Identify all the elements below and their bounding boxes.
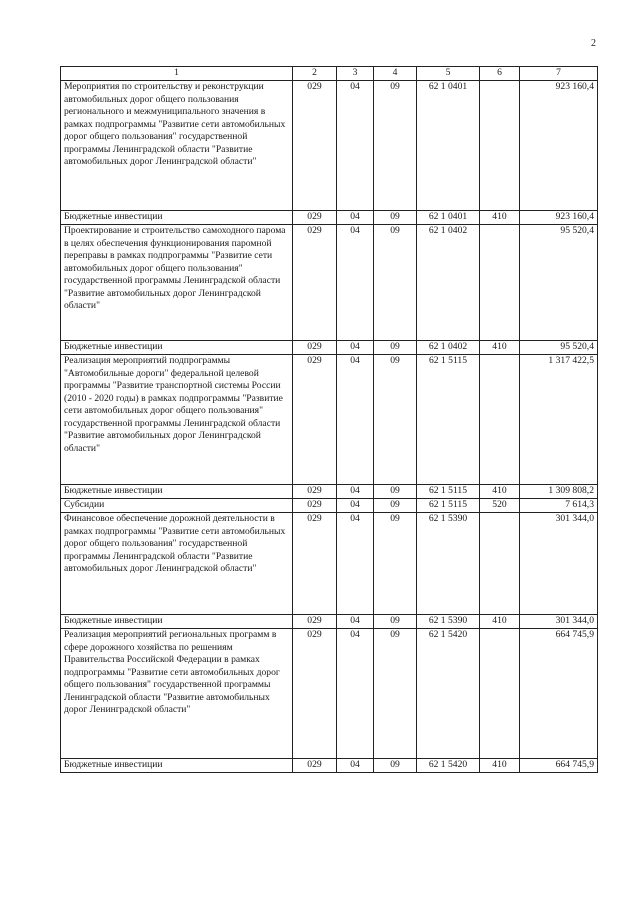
header-row <box>61 67 598 81</box>
cell-section-code: 04 <box>337 341 374 355</box>
cell-target-article-code: 62 1 5390 <box>417 615 480 629</box>
cell-section-code: 04 <box>337 513 374 615</box>
cell-expense-type-code <box>480 629 520 759</box>
cell-department-code: 029 <box>293 759 337 773</box>
cell-department-code: 029 <box>293 341 337 355</box>
cell-description: Бюджетные инвестиции <box>61 341 293 355</box>
cell-expense-type-code <box>480 355 520 485</box>
cell-section-code: 04 <box>337 355 374 485</box>
cell-department-code: 029 <box>293 629 337 759</box>
cell-subsection-code: 09 <box>374 499 417 513</box>
header-col-5: 5 <box>417 67 480 81</box>
cell-amount: 923 160,4 <box>520 211 598 225</box>
cell-department-code: 029 <box>293 499 337 513</box>
cell-target-article-code: 62 1 5420 <box>417 629 480 759</box>
cell-target-article-code: 62 1 0402 <box>417 341 480 355</box>
cell-target-article-code: 62 1 0402 <box>417 225 480 341</box>
cell-target-article-code: 62 1 5420 <box>417 759 480 773</box>
cell-subsection-code: 09 <box>374 341 417 355</box>
table-row <box>61 225 598 341</box>
cell-subsection-code: 09 <box>374 355 417 485</box>
cell-expense-type-code: 410 <box>480 615 520 629</box>
cell-section-code: 04 <box>337 211 374 225</box>
table-row <box>61 759 598 773</box>
cell-description: Субсидии <box>61 499 293 513</box>
header-col-4: 4 <box>374 67 417 81</box>
cell-description: Бюджетные инвестиции <box>61 485 293 499</box>
cell-subsection-code: 09 <box>374 615 417 629</box>
cell-target-article-code: 62 1 0401 <box>417 81 480 211</box>
cell-department-code: 029 <box>293 81 337 211</box>
cell-department-code: 029 <box>293 355 337 485</box>
table-row <box>61 485 598 499</box>
cell-amount: 7 614,3 <box>520 499 598 513</box>
cell-subsection-code: 09 <box>374 225 417 341</box>
cell-subsection-code: 09 <box>374 211 417 225</box>
cell-amount: 301 344,0 <box>520 615 598 629</box>
cell-description: Реализация мероприятий подпрограммы "Автомобильные дороги" федеральной целевой программы "Развитие транспортной системы России (2010 - 2020 годы) в рамках подпрограммы "Развитие сети автомобильных дорог общего пользования" государственной программы Ленинградской области "Развитие автомобильных дорог Ленинградской области" <box>61 355 293 485</box>
cell-target-article-code: 62 1 5115 <box>417 499 480 513</box>
table-row <box>61 341 598 355</box>
cell-description: Реализация мероприятий региональных программ в сфере дорожного хозяйства по решениям Правительства Российской Федерации в рамках подпрограммы "Развитие сети автомобильных дорог общего пользования" государственной программы Ленинградской области "Развитие автомобильных дорог Ленинградской области" <box>61 629 293 759</box>
cell-subsection-code: 09 <box>374 513 417 615</box>
cell-expense-type-code <box>480 81 520 211</box>
cell-department-code: 029 <box>293 225 337 341</box>
table-row <box>61 355 598 485</box>
cell-amount: 923 160,4 <box>520 81 598 211</box>
table-row <box>61 499 598 513</box>
cell-section-code: 04 <box>337 225 374 341</box>
cell-target-article-code: 62 1 5390 <box>417 513 480 615</box>
cell-description: Бюджетные инвестиции <box>61 615 293 629</box>
cell-amount: 1 317 422,5 <box>520 355 598 485</box>
cell-amount: 301 344,0 <box>520 513 598 615</box>
header-col-2: 2 <box>293 67 337 81</box>
cell-amount: 1 309 808,2 <box>520 485 598 499</box>
cell-subsection-code: 09 <box>374 81 417 211</box>
cell-expense-type-code: 410 <box>480 759 520 773</box>
cell-amount: 95 520,4 <box>520 225 598 341</box>
cell-section-code: 04 <box>337 81 374 211</box>
cell-amount: 95 520,4 <box>520 341 598 355</box>
cell-section-code: 04 <box>337 629 374 759</box>
cell-subsection-code: 09 <box>374 485 417 499</box>
cell-subsection-code: 09 <box>374 629 417 759</box>
cell-expense-type-code: 410 <box>480 341 520 355</box>
cell-target-article-code: 62 1 5115 <box>417 485 480 499</box>
table-row <box>61 211 598 225</box>
cell-amount: 664 745,9 <box>520 759 598 773</box>
cell-description: Бюджетные инвестиции <box>61 759 293 773</box>
header-col-3: 3 <box>337 67 374 81</box>
cell-description: Бюджетные инвестиции <box>61 211 293 225</box>
header-col-1: 1 <box>61 67 293 81</box>
table-row <box>61 615 598 629</box>
cell-expense-type-code <box>480 225 520 341</box>
page-number: 2 <box>591 38 596 49</box>
cell-expense-type-code: 410 <box>480 211 520 225</box>
cell-expense-type-code <box>480 513 520 615</box>
cell-description: Мероприятия по строительству и реконструкции автомобильных дорог общего пользования регионального и межмуниципального значения в рамках подпрограммы "Развитие сети автомобильных дорог общего пользования" государственной программы Ленинградской области "Развитие автомобильных дорог Ленинградской области" <box>61 81 293 211</box>
cell-target-article-code: 62 1 0401 <box>417 211 480 225</box>
cell-department-code: 029 <box>293 513 337 615</box>
cell-section-code: 04 <box>337 615 374 629</box>
table-row <box>61 629 598 759</box>
cell-department-code: 029 <box>293 485 337 499</box>
cell-section-code: 04 <box>337 499 374 513</box>
budget-table <box>60 66 598 773</box>
table-row <box>61 81 598 211</box>
cell-expense-type-code: 410 <box>480 485 520 499</box>
cell-description: Финансовое обеспечение дорожной деятельности в рамках подпрограммы "Развитие сети автомобильных дорог общего пользования" государственной программы Ленинградской области "Развитие автомобильных дорог Ленинградской области" <box>61 513 293 615</box>
cell-expense-type-code: 520 <box>480 499 520 513</box>
cell-subsection-code: 09 <box>374 759 417 773</box>
header-col-7: 7 <box>520 67 598 81</box>
cell-target-article-code: 62 1 5115 <box>417 355 480 485</box>
cell-department-code: 029 <box>293 211 337 225</box>
header-col-6: 6 <box>480 67 520 81</box>
cell-amount: 664 745,9 <box>520 629 598 759</box>
table-row <box>61 513 598 615</box>
cell-section-code: 04 <box>337 759 374 773</box>
cell-description: Проектирование и строительство самоходного парома в целях обеспечения функционирования паромной переправы в рамках подпрограммы "Развитие сети автомобильных дорог общего пользования" государственной программы Ленинградской области "Развитие автомобильных дорог Ленинградской области" <box>61 225 293 341</box>
cell-department-code: 029 <box>293 615 337 629</box>
cell-section-code: 04 <box>337 485 374 499</box>
